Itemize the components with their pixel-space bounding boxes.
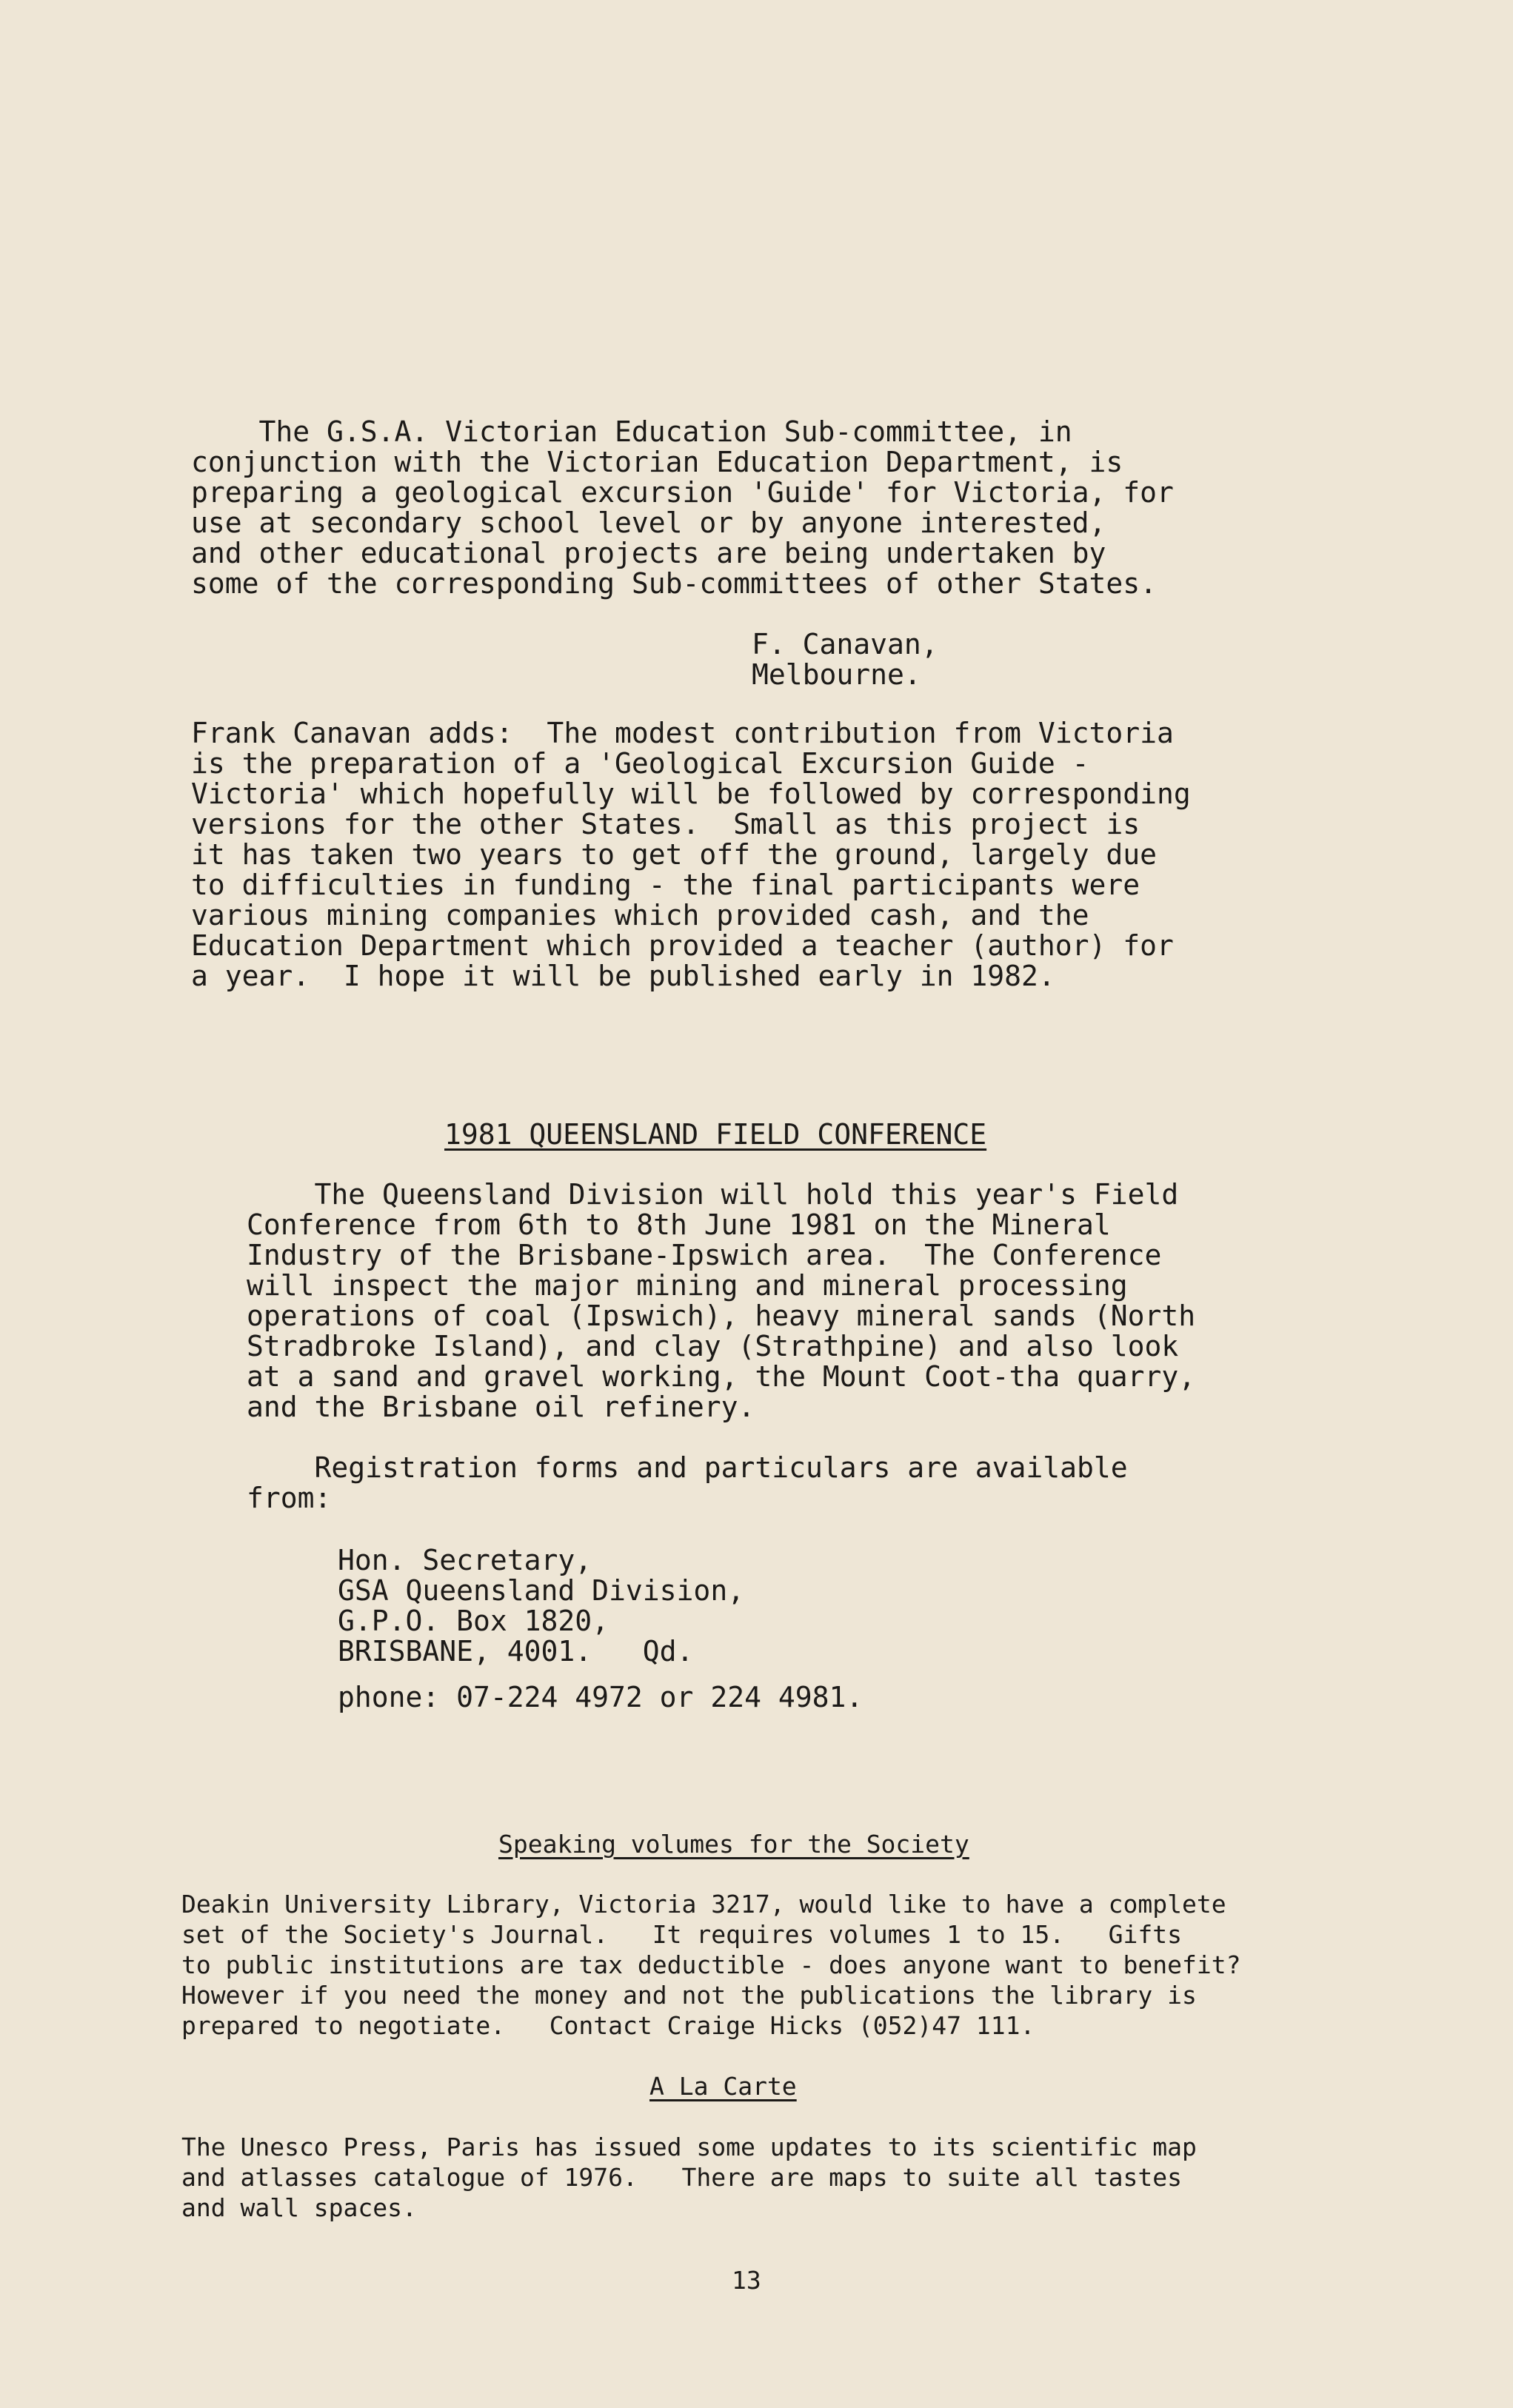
canavan-adds-paragraph (191, 718, 1191, 991)
paragraph-line: Victoria' which hopefully will be followed by corresponding (191, 777, 1191, 810)
paragraph-line: set of the Society's Journal. It requires volumes 1 to 15. Gifts (181, 1920, 1183, 1949)
paragraph-line: The Queensland Division will hold this year's Field (247, 1178, 1179, 1211)
paragraph-line: it has taken two years to get off the ground, largely due (191, 838, 1158, 871)
registration-paragraph (247, 1453, 1128, 1514)
a-la-carte-heading: A La Carte (649, 2072, 797, 2101)
paragraph-line: The Unesco Press, Paris has issued some updates to its scientific map (181, 2133, 1197, 2161)
address-line: Hon. Secretary, (338, 1544, 592, 1576)
paragraph-line: and other educational projects are being undertaken by (191, 537, 1106, 569)
paragraph-line: and the Brisbane oil refinery. (247, 1391, 755, 1423)
signature-place: Melbourne. (752, 658, 921, 691)
paragraph-line: Education Department which provided a teacher (author) for (191, 929, 1174, 962)
paragraph-line: will inspect the major mining and mineral processing (247, 1269, 1128, 1302)
signature-block (752, 629, 938, 690)
paragraph-line: However if you need the money and not the publications the library is (181, 1981, 1197, 2010)
paragraph-line: and wall spaces. (181, 2193, 417, 2222)
speaking-volumes-paragraph (181, 1889, 1240, 2041)
paragraph-line: Conference from 6th to 8th June 1981 on the Mineral (247, 1208, 1111, 1241)
address-block (338, 1545, 744, 1667)
page-number: 13 (732, 2266, 761, 2295)
paragraph-line: operations of coal (Ipswich), heavy mineral sands (North (247, 1300, 1196, 1332)
phone-text: phone: 07-224 4972 or 224 4981. (338, 1681, 864, 1713)
conference-heading: 1981 QUEENSLAND FIELD CONFERENCE (444, 1118, 987, 1151)
paragraph-line: at a sand and gravel working, the Mount Coot-tha quarry, (247, 1360, 1196, 1393)
paragraph-line: use at secondary school level or by anyone interested, (191, 506, 1106, 539)
paragraph-line: to public institutions are tax deductible - does anyone want to benefit? (181, 1950, 1241, 1979)
paragraph-line: some of the corresponding Sub-committees of other States. (191, 567, 1158, 600)
paragraph-line: and atlasses catalogue of 1976. There are maps to suite all tastes (181, 2163, 1183, 2192)
a-la-carte-paragraph (181, 2132, 1197, 2223)
conference-paragraph (247, 1180, 1195, 1422)
paragraph-line: from: (247, 1482, 332, 1514)
paragraph-line: versions for the other States. Small as this project is (191, 808, 1140, 840)
phone-line (338, 1682, 863, 1713)
paragraph-line: preparing a geological excursion 'Guide' for Victoria, for (191, 476, 1174, 509)
paragraph-line: to difficulties in funding - the final participants were (191, 869, 1140, 901)
speaking-volumes-heading: Speaking volumes for the Society (498, 1830, 969, 1859)
paragraph-line: Registration forms and particulars are available (247, 1451, 1128, 1484)
paragraph-line: Frank Canavan adds: The modest contribution from Victoria (191, 717, 1174, 749)
signature-name: F. Canavan, (752, 628, 938, 660)
paragraph-line: Industry of the Brisbane-Ipswich area. The Conference (247, 1239, 1162, 1271)
paragraph-line: various mining companies which provided cash, and the (191, 899, 1089, 932)
address-line: G.P.O. Box 1820, (338, 1605, 609, 1637)
paragraph-line: The G.S.A. Victorian Education Sub-committee, in (191, 415, 1072, 448)
paragraph-line: prepared to negotiate. Contact Craige Hicks (052)47 111. (181, 2011, 1035, 2040)
paragraph-line: Stradbroke Island), and clay (Strathpine) and also look (247, 1330, 1179, 1362)
paragraph-line: Deakin University Library, Victoria 3217, would like to have a complete (181, 1890, 1226, 1919)
paragraph-line: conjunction with the Victorian Education Department, is (191, 446, 1123, 478)
address-line: BRISBANE, 4001. Qd. (338, 1635, 694, 1668)
paragraph-line: is the preparation of a 'Geological Excursion Guide - (191, 747, 1089, 780)
paragraph-line: a year. I hope it will be published early in 1982. (191, 960, 1055, 992)
victorian-subcommittee-paragraph (191, 417, 1174, 599)
address-line: GSA Queensland Division, (338, 1574, 745, 1607)
